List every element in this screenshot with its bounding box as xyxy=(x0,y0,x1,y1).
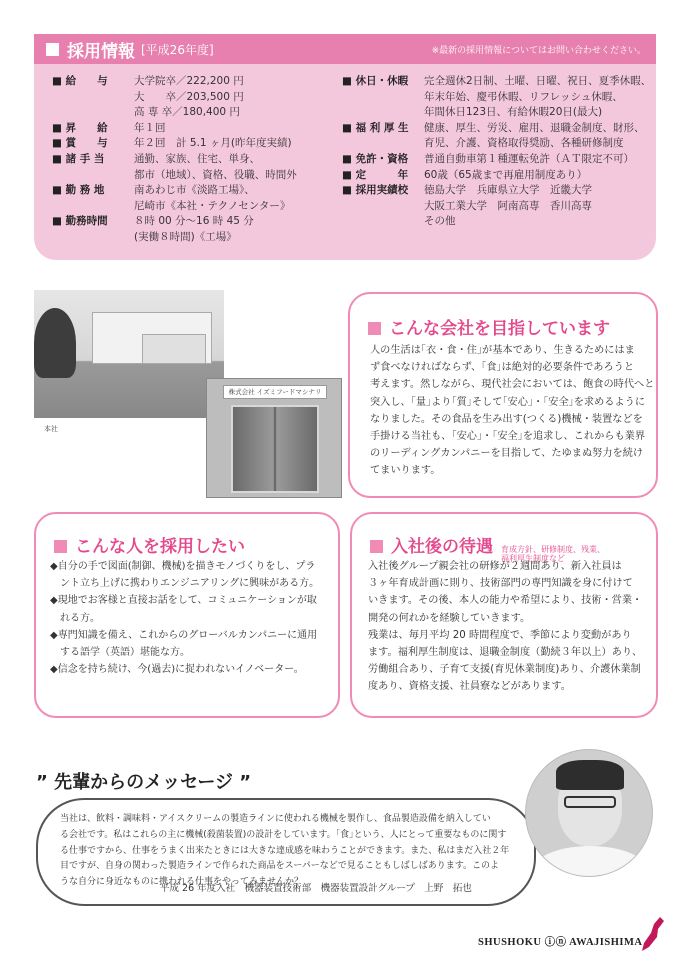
info-label: ■ 昇 給 xyxy=(52,121,108,134)
info-value-line: 普通自動車第１種運転免許（ＡＴ限定不可） xyxy=(424,152,634,165)
message-line: 目ですが、自身の関わった製造ラインで作られた商品をスーパーなどで見ることもしばしばあります。このよ xyxy=(60,861,500,872)
photo-caption: 本社 xyxy=(44,425,58,433)
company-aim-heading xyxy=(368,314,610,339)
info-row xyxy=(52,152,332,183)
text-line: ◆信念を持ち続け、今(過去)に捉われないイノベーター。 xyxy=(50,664,304,676)
info-label: ■ 給 与 xyxy=(52,75,108,87)
square-bullet-icon xyxy=(370,540,383,553)
info-value-line: 徳島大学 兵庫県立大学 近畿大学 xyxy=(424,184,592,197)
text-line: 人の生活は｢衣・食・住｣が基本であり、生きるためにはま xyxy=(370,345,635,356)
text-line: ず食べなければならず、｢食｣は絶対的必要条件であろうと xyxy=(370,362,635,374)
text-line: ント立ち上げに携わりエンジニアリングに興味がある方。 xyxy=(50,578,320,590)
recruitment-info-panel xyxy=(34,34,656,260)
info-row xyxy=(342,74,652,121)
info-label: ■ 定 年 xyxy=(342,168,409,181)
info-label: ■ 勤 務 地 xyxy=(52,184,105,197)
glasses-icon xyxy=(564,796,616,808)
text-line: 入社後グループ親会社の研修が２週間あり、新入社員は xyxy=(368,561,622,572)
info-values xyxy=(424,121,645,152)
info-value-line: 育児、介護、資格取得奨励、各種研修制度 xyxy=(424,137,624,150)
recruitment-right-column xyxy=(342,74,652,230)
employee-portrait xyxy=(525,749,653,877)
info-values xyxy=(424,74,651,121)
square-bullet-icon xyxy=(368,322,381,335)
recruitment-info-title: 採用情報 xyxy=(67,41,135,62)
text-line: 手掛ける当社も、｢安心｣・｢安全｣を追求し、これからも業界 xyxy=(370,431,646,443)
info-label: ■ 採用実績校 xyxy=(342,184,409,197)
message-line: る会社です。私はこれらの主に機械(殺菌装置)の設計をしています。｢食｣という、人にとって重要なものに関す xyxy=(60,829,507,840)
text-line: 開発の何れかを経験していきます。 xyxy=(368,612,531,624)
text-line: ３ヶ年育成計画に則り、技術部門の専門知識を身に付けて xyxy=(368,578,633,590)
info-value-line: 大阪工業大学 阿南高専 香川高専 xyxy=(424,199,592,212)
text-line: 残業は、毎月平均 20 時間程度で、季節により変動があり xyxy=(368,629,632,641)
info-values xyxy=(134,214,254,245)
info-row xyxy=(52,214,332,245)
text-line: する語学（英語）堪能な方。 xyxy=(50,647,190,659)
message-line: 当社は、飲料・調味料・アイスクリームの製造ラインに使われる機械を製作し、食品製造設備を納入してい xyxy=(60,814,491,824)
info-value-line: 年１回 xyxy=(134,121,166,134)
message-line: る仕事ですから、仕事をうまく出来たときには大きな達成感を味わうことができます。また、私はまだ入社２年 xyxy=(60,845,510,856)
info-row xyxy=(342,152,642,168)
info-row xyxy=(342,168,642,184)
entrance-photo xyxy=(206,378,342,498)
text-line: いきます。その後、本人の能力や希望により、技術・営業・ xyxy=(368,595,643,607)
info-values xyxy=(424,168,587,184)
info-values xyxy=(424,183,592,230)
post-hire-treatment-text xyxy=(368,558,642,696)
info-values xyxy=(134,152,297,183)
info-row xyxy=(342,183,642,230)
info-label: ■ 勤務時間 xyxy=(52,215,108,228)
info-value-line: 大 卒／203,500 円 xyxy=(134,90,244,103)
info-label: ■ 福 利 厚 生 xyxy=(342,121,409,134)
info-value-line: 尼崎市《本社・テクノセンター》 xyxy=(134,199,291,212)
recruitment-note: ※最新の採用情報についてはお問い合わせください。 xyxy=(431,45,646,56)
info-value-line: 通勤、家族、住宅、単身、 xyxy=(134,152,260,165)
info-values xyxy=(134,183,290,214)
ideal-candidate-heading xyxy=(54,532,245,557)
info-value-line: 60歳（65歳まで再雇用制度あり） xyxy=(424,168,588,181)
info-label: ■ 諸 手 当 xyxy=(52,152,105,165)
senior-message-signature: 平成 26 年度入社 機器装置技術部 機器装置設計グループ 上野 拓也 xyxy=(160,883,472,894)
info-values xyxy=(134,121,166,137)
recruitment-year: [平成26年度] xyxy=(141,42,214,57)
square-bullet-icon xyxy=(54,540,67,553)
info-value-line: 年末年始、慶弔休暇、リフレッシュ休暇、 xyxy=(424,90,623,103)
info-value-line: 年２回 計 5.1 ヶ月(昨年度実績) xyxy=(134,137,292,150)
company-aim-title: こんな会社を目指しています xyxy=(389,319,610,339)
text-line: 度あり、資格支援、社員寮などがあります。 xyxy=(368,681,571,693)
info-value-line: 完全週休2日制、土曜、日曜、祝日、夏季休暇、 xyxy=(424,75,652,87)
message-line: うな自分に身近なものに携われる仕事をやってみませんか？ xyxy=(60,877,304,888)
info-value-line: 都市（地域）、資格、役職、時間外 xyxy=(134,168,297,181)
entrance-door xyxy=(231,405,319,493)
info-label: ■ 賞 与 xyxy=(52,137,108,150)
text-line: のリーディングカンパニーを目指して、たゆまぬ努力を続け xyxy=(370,448,644,460)
info-row xyxy=(52,136,332,152)
info-value-line: 健康、厚生、労災、雇用、退職金制度、財形、 xyxy=(424,121,645,134)
info-label: ■ 免許・資格 xyxy=(342,152,409,165)
awajishima-island-icon xyxy=(640,916,666,952)
info-row xyxy=(52,183,332,214)
info-value-line: 高 専 卒／180,400 円 xyxy=(134,106,240,119)
entrance-sign: 株式会社 イズミフードマシナリ xyxy=(223,385,327,399)
info-values xyxy=(134,136,292,152)
post-hire-treatment-title: 入社後の待遇 xyxy=(391,537,493,557)
text-line: ◆現地でお客様と直接お話をして、コミュニケーションが取 xyxy=(50,595,317,607)
text-line: れる方。 xyxy=(50,612,100,624)
recruitment-left-column xyxy=(52,74,332,246)
info-label: ■ 休日・休暇 xyxy=(342,75,409,87)
info-row xyxy=(52,74,332,121)
text-line: ます。福利厚生制度は、退職金制度（勤続３年以上）あり、 xyxy=(368,647,643,659)
info-value-line: その他 xyxy=(424,215,456,228)
text-line: てまいります。 xyxy=(370,465,441,477)
text-line: ◆専門知識を備え、これからのグローバルカンパニーに通用 xyxy=(50,629,318,641)
info-row xyxy=(342,121,645,152)
head-office-photo xyxy=(34,290,224,418)
recruitment-info-header xyxy=(34,34,656,64)
text-line: なりました。その食品を生み出す(つくる)機械・装置などを xyxy=(370,413,643,425)
info-value-line: 南あわじ市《淡路工場》、 xyxy=(134,184,255,197)
square-bullet-icon xyxy=(46,43,59,56)
text-line: 考えます。然しながら、現代社会においては、飽食の時代へと xyxy=(370,379,655,391)
info-values xyxy=(424,152,634,168)
info-value-line: 大学院卒／222,200 円 xyxy=(134,75,244,87)
info-value-line: (実働８時間)《工場》 xyxy=(134,230,237,243)
text-line: 突入し、｢量｣より｢質｣そして｢安心｣・｢安全｣を求めるように xyxy=(370,396,646,408)
text-line: ◆自分の手で図面(制御、機械)を描きモノづくりをし、プラ xyxy=(50,561,316,572)
company-aim-text xyxy=(370,342,654,480)
text-line: 労働組合あり、子育て支援(育児休業制度)あり、介護休業制 xyxy=(368,664,641,676)
footer-brand: SHUSHOKU ⓘⓝ AWAJISHIMA xyxy=(478,937,643,948)
post-hire-treatment-subtitle: 育成方針、研修制度、残業、福利厚生制度など xyxy=(501,545,605,563)
info-row xyxy=(52,121,332,137)
info-value-line: ８時 00 分〜16 時 45 分 xyxy=(134,215,254,228)
info-value-line: 年間休日123日、有給休暇20日(最大) xyxy=(424,106,603,119)
ideal-candidate-title: こんな人を採用したい xyxy=(75,537,245,557)
senior-message-title: ” 先輩からのメッセージ ” xyxy=(36,772,252,793)
ideal-candidate-text xyxy=(50,558,319,678)
info-values xyxy=(134,74,244,121)
